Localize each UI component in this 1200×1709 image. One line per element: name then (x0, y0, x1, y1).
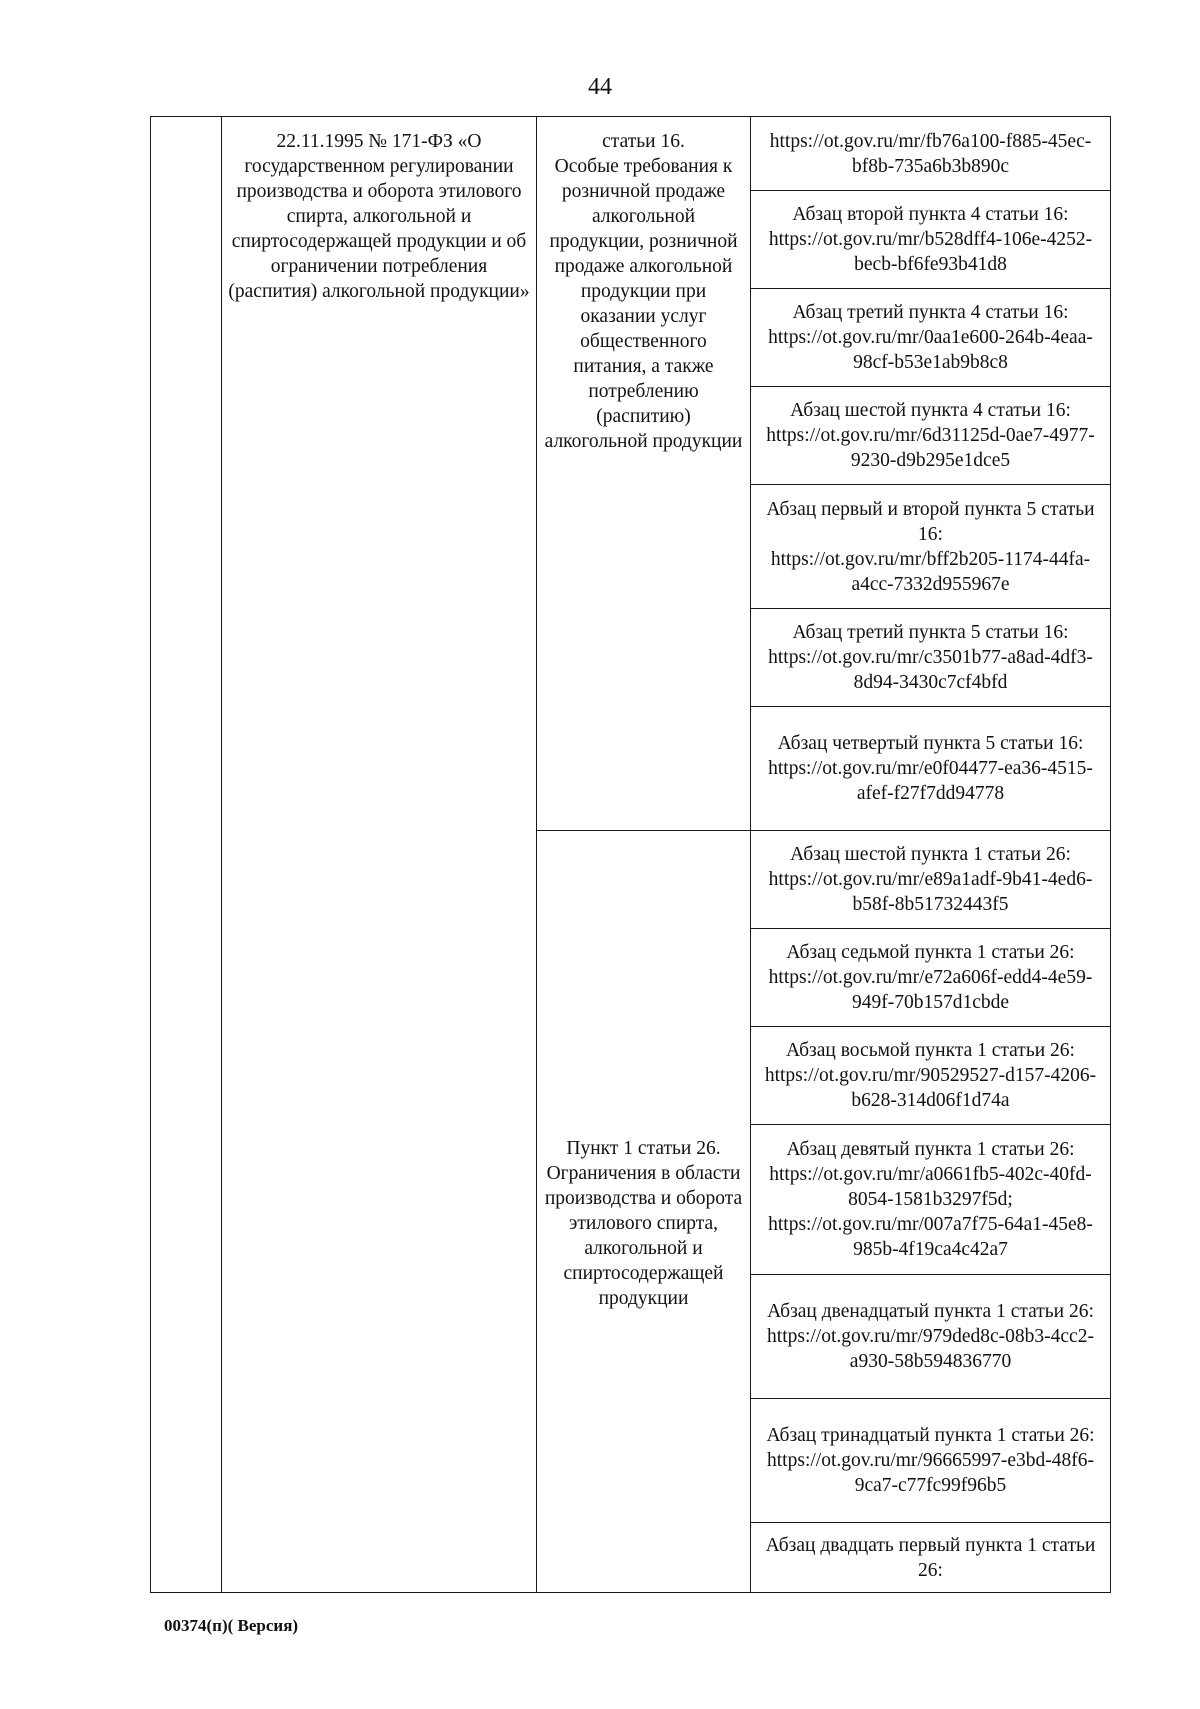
law-title: 22.11.1995 № 171-ФЗ «О государственном регулировании производства и оборота этилового спирта, алкогольной и спиртосодержащей продукции и об ограничении потребления (распития) алкогольной продукции» (228, 131, 530, 302)
link-cell (751, 1125, 1111, 1275)
link-cell (751, 289, 1111, 387)
article-16-cell (537, 117, 751, 831)
link-cell (751, 1523, 1111, 1593)
link-text: Абзац третий пункта 5 статьи 16: https://ot.gov.ru/mr/c3501b77-a8ad-4df3-8d94-3430c7cf4bfd (768, 622, 1093, 693)
article-26-cell (537, 831, 751, 1593)
link-text: https://ot.gov.ru/mr/fb76a100-f885-45ec-bf8b-735a6b3b890c (769, 130, 1092, 177)
row-number-cell (151, 117, 222, 1593)
link-text: Абзац восьмой пункта 1 статьи 26: https://ot.gov.ru/mr/90529527-d157-4206-b628-314d06f1d74a (764, 1040, 1097, 1111)
link-text: Абзац седьмой пункта 1 статьи 26: https://ot.gov.ru/mr/e72a606f-edd4-4e59-949f-70b157d1cbde (768, 942, 1093, 1013)
link-text: Абзац шестой пункта 1 статьи 26: https://ot.gov.ru/mr/e89a1adf-9b41-4ed6-b58f-8b51732443f5 (768, 844, 1093, 915)
regulation-table (150, 116, 1111, 1593)
page-number: 44 (588, 74, 612, 100)
link-text: Абзац двадцать первый пункта 1 статьи 26: (765, 1534, 1096, 1581)
link-text: Абзац четвертый пункта 5 статьи 16: https://ot.gov.ru/mr/e0f04477-ea36-4515-afef-f27f7dd94778 (768, 733, 1093, 804)
link-cell (751, 929, 1111, 1027)
article-16-text: статьи 16. Особые требования к розничной продаже алкогольной продукции, розничной продаже алкогольной продукции при оказании услуг общественного питания, а также потреблению (распитию) алкогольной продукции (544, 131, 743, 452)
link-text: Абзац третий пункта 4 статьи 16: https://ot.gov.ru/mr/0aa1e600-264b-4eaa-98cf-b53e1ab9b8c8 (768, 302, 1093, 373)
law-title-cell (222, 117, 537, 1593)
link-text: Абзац двенадцатый пункта 1 статьи 26: https://ot.gov.ru/mr/979ded8c-08b3-4cc2-a930-58b594836770 (767, 1301, 1094, 1372)
link-cell (751, 117, 1111, 191)
link-text: Абзац девятый пункта 1 статьи 26: https://ot.gov.ru/mr/a0661fb5-402c-40fd-8054-1581b3297f5d; https://ot.gov.ru/mr/007a7f75-64a1-45e8-985b-4f19ca4c42a7 (768, 1139, 1093, 1260)
footer-code: 00374(п)( Версия) (164, 1616, 299, 1635)
link-cell (751, 1275, 1111, 1399)
link-cell (751, 707, 1111, 831)
link-text: Абзац второй пункта 4 статьи 16: https://ot.gov.ru/mr/b528dff4-106e-4252-becb-bf6fe93b41d8 (768, 204, 1093, 275)
link-cell (751, 485, 1111, 609)
link-cell (751, 387, 1111, 485)
link-cell (751, 191, 1111, 289)
link-text: Абзац шестой пункта 4 статьи 16: https://ot.gov.ru/mr/6d31125d-0ae7-4977-9230-d9b295e1dce5 (766, 400, 1095, 471)
link-text: Абзац первый и второй пункта 5 статьи 16: https://ot.gov.ru/mr/bff2b205-1174-44fa-a4cc-7332d955967e (766, 498, 1095, 595)
table-row (151, 117, 1111, 191)
link-text: Абзац тринадцатый пункта 1 статьи 26: https://ot.gov.ru/mr/96665997-e3bd-48f6-9ca7-c77fc99f96b5 (766, 1425, 1095, 1496)
link-cell (751, 1399, 1111, 1523)
link-cell (751, 609, 1111, 707)
link-cell (751, 831, 1111, 929)
article-26-text: Пункт 1 статьи 26. Ограничения в области производства и оборота этилового спирта, алкогольной и спиртосодержащей продукции (544, 1138, 743, 1309)
link-cell (751, 1027, 1111, 1125)
